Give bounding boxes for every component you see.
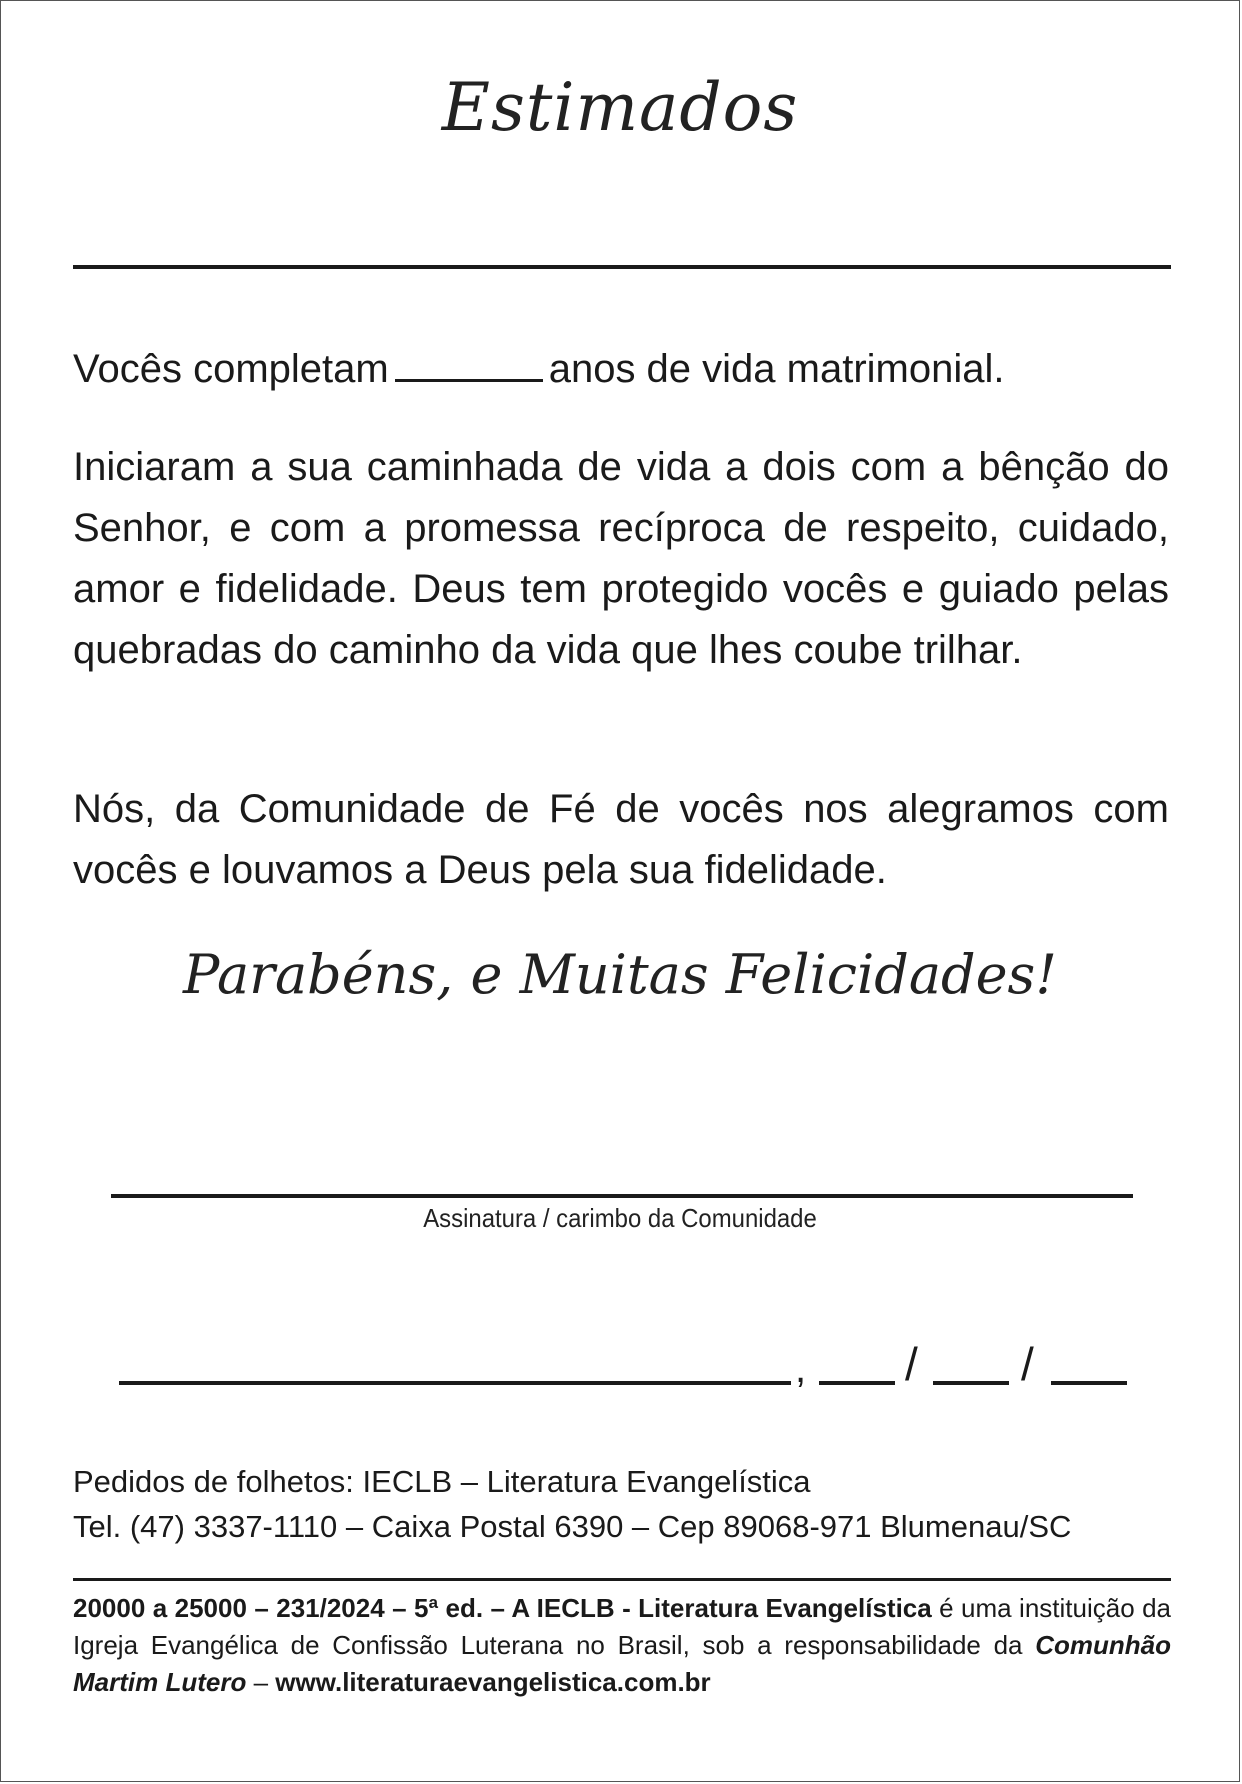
congratulations-text: Parabéns, e Muitas Felicidades! [183, 943, 1057, 1006]
years-text-before: Vocês completam [73, 347, 389, 391]
blessing-paragraph: Iniciaram a sua caminhada de vida a dois com a bênção do Senhor, e com a promessa recíproca de respeito, cuidado, amor e fidelidade. Deus tem protegido vocês e guiado pelas quebradas do caminho da vida que lhes coube trilhar. [73, 445, 1169, 672]
greeting-title: Estimados [441, 69, 799, 146]
institution-text: é uma instituição da Igreja Evangélica de Confissão Luterana no Brasil, sob a responsabilidade da [73, 1593, 1172, 1660]
month-blank-line[interactable] [933, 1381, 1009, 1385]
footer-dash: – [246, 1667, 276, 1697]
place-blank-line[interactable] [119, 1381, 791, 1385]
date-comma: , [795, 1347, 807, 1391]
publisher-footer [73, 1590, 1171, 1701]
website-link[interactable]: www.literaturaevangelistica.com.br [275, 1667, 711, 1697]
years-paragraph [73, 339, 1169, 400]
date-slash-2: / [1021, 1338, 1034, 1390]
footer-divider [73, 1578, 1171, 1581]
community-paragraph: Nós, da Comunidade de Fé de vocês nos alegramos com vocês e louvamos a Deus pela sua fidelidade. [73, 787, 1169, 892]
communion-name: Comunhão Martim Lutero [73, 1630, 1171, 1697]
date-slash-1: / [905, 1338, 918, 1390]
year-blank-line[interactable] [1051, 1381, 1127, 1385]
years-blank-line[interactable] [395, 345, 543, 382]
contact-address: Tel. (47) 3337-1110 – Caixa Postal 6390 – Cep 89068-971 Blumenau/SC [73, 1509, 1072, 1544]
signature-line[interactable] [111, 1194, 1133, 1198]
edition-info: 20000 a 25000 – 231/2024 – 5ª ed. – A IECLB - Literatura Evangelística [73, 1593, 932, 1623]
contact-orders: Pedidos de folhetos: IECLB – Literatura Evangelística [73, 1464, 811, 1499]
day-blank-line[interactable] [819, 1381, 895, 1385]
years-text-after: anos de vida matrimonial. [548, 347, 1005, 391]
names-blank-line[interactable] [73, 265, 1171, 269]
place-date-row [119, 1338, 1129, 1391]
signature-label: Assinatura / carimbo da Comunidade [423, 1203, 817, 1233]
